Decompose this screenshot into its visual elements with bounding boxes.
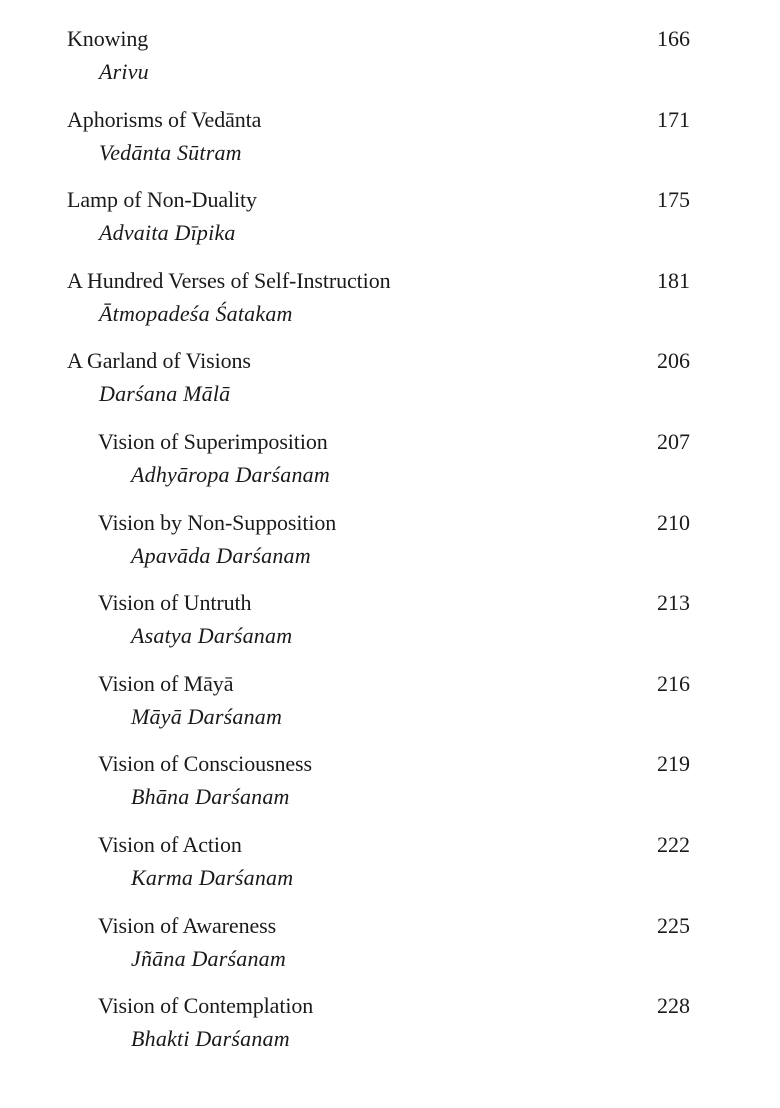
page-number: 213 [657, 590, 690, 616]
entry-title: A Hundred Verses of Self-Instruction [67, 267, 391, 293]
toc-entry-vision-awareness [0, 911, 780, 992]
entry-title: Vision of Superimposition [98, 428, 328, 454]
entry-subtitle: Adhyāropa Darśanam [131, 461, 330, 487]
toc-entry-knowing [0, 24, 780, 105]
page-number: 228 [657, 993, 690, 1019]
entry-subtitle: Bhāna Darśanam [131, 784, 290, 810]
page-number: 166 [657, 26, 690, 51]
entry-title: Vision of Consciousness [98, 751, 312, 777]
entry-title: Vision of Action [98, 831, 242, 857]
page-number: 216 [657, 670, 690, 696]
entry-subtitle: Māyā Darśanam [131, 703, 283, 729]
entry-subtitle: Darśana Mālā [99, 381, 231, 407]
toc-entry-vision-maya [0, 669, 780, 750]
page-number: 175 [657, 187, 690, 213]
entry-title: Vision of Awareness [98, 912, 277, 938]
page-number: 225 [657, 912, 690, 938]
page-number: 207 [657, 428, 690, 454]
entry-subtitle: Arivu [99, 59, 149, 84]
entry-subtitle: Advaita Dīpika [99, 220, 236, 246]
toc-entry-vision-untruth [0, 588, 780, 669]
page-number: 210 [657, 509, 690, 535]
entry-subtitle: Karma Darśanam [131, 864, 294, 890]
entry-title: Vision of Contemplation [98, 993, 314, 1019]
toc-entry-hundred-verses [0, 266, 780, 347]
toc-entry-lamp-of-non-duality [0, 185, 780, 266]
entry-subtitle: Asatya Darśanam [131, 623, 293, 649]
toc-entry-garland-of-visions [0, 346, 780, 427]
toc-entry-vision-superimposition [0, 427, 780, 508]
toc-entry-vision-consciousness [0, 749, 780, 830]
entry-title: Vision of Māyā [98, 670, 234, 696]
toc-entry-vision-contemplation [0, 991, 780, 1072]
entry-subtitle: Ātmopadeśa Śatakam [99, 300, 293, 326]
entry-title: Knowing [67, 26, 149, 51]
entry-subtitle: Jñāna Darśanam [131, 945, 286, 971]
entry-subtitle: Apavāda Darśanam [131, 542, 311, 568]
toc-entry-vision-non-supposition [0, 508, 780, 589]
entry-title: A Garland of Visions [67, 348, 251, 374]
entry-title: Lamp of Non-Duality [67, 187, 257, 213]
entry-subtitle: Bhakti Darśanam [131, 1026, 290, 1052]
table-of-contents [0, 24, 780, 1072]
toc-entry-vision-action [0, 830, 780, 911]
entry-subtitle: Vedānta Sūtram [99, 139, 242, 165]
toc-entry-aphorisms-of-vedanta [0, 105, 780, 186]
entry-title: Vision by Non-Supposition [98, 509, 337, 535]
entry-title: Aphorisms of Vedānta [67, 106, 262, 132]
page-number: 181 [657, 267, 690, 293]
page-number: 171 [657, 106, 690, 132]
page-number: 219 [657, 751, 690, 777]
page-number: 222 [657, 831, 690, 857]
page-number: 206 [657, 348, 690, 374]
entry-title: Vision of Untruth [98, 590, 252, 616]
